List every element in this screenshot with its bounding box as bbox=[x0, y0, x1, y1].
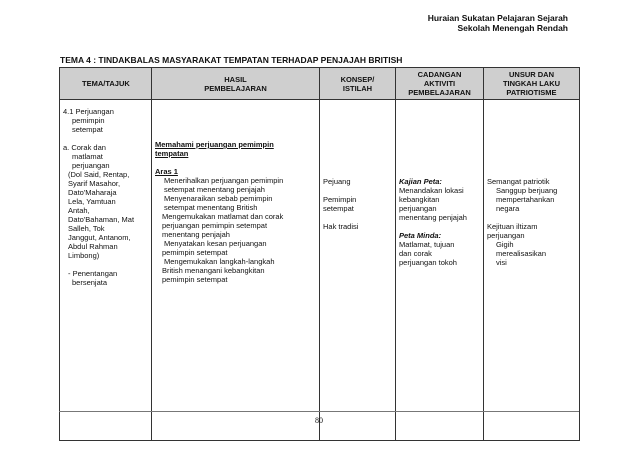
text-line: Menerihalkan perjuangan pemimpin bbox=[164, 176, 284, 185]
text-line: Menandakan lokasi bbox=[399, 186, 464, 195]
concept-term: Pejuang bbox=[323, 177, 351, 186]
text-line: (Dol Said, Rentap, bbox=[68, 170, 130, 179]
header-line: PEMBELAJARAN bbox=[408, 88, 471, 97]
spacer bbox=[323, 213, 392, 222]
cell-unsur-patriotisme bbox=[484, 100, 580, 441]
footer-divider bbox=[59, 411, 579, 412]
activity-title-kajian-peta: Kajian Peta: bbox=[399, 177, 442, 186]
text-line: Limbong) bbox=[68, 251, 100, 260]
header-line: AKTIVITI bbox=[423, 79, 456, 88]
cell-konsep-istilah bbox=[320, 100, 396, 441]
activity-title-peta-minda: Peta Minda: bbox=[399, 231, 442, 240]
text-line: Dato'Maharaja bbox=[68, 188, 117, 197]
running-header bbox=[428, 13, 568, 33]
page-number: 80 bbox=[315, 416, 323, 425]
cell-tema-tajuk bbox=[60, 100, 152, 441]
text-line: mempertahankan bbox=[496, 195, 555, 204]
text-line: Semangat patriotik bbox=[487, 177, 550, 186]
header-konsep-istilah bbox=[320, 68, 396, 100]
text-line: menentang penjajah bbox=[399, 213, 467, 222]
text-line: Lela, Yamtuan bbox=[68, 197, 116, 206]
text-line: - Penentangan bbox=[68, 269, 118, 278]
text-line: perjuangan tokoh bbox=[399, 258, 457, 267]
text-line: pemimpin bbox=[72, 116, 105, 125]
text-line: Gigih bbox=[496, 240, 514, 249]
header-line: TEMA/TAJUK bbox=[82, 79, 130, 88]
header-line: TINGKAH LAKU bbox=[502, 79, 561, 88]
text-line: Sanggup berjuang bbox=[496, 186, 558, 195]
header-line: CADANGAN bbox=[417, 70, 462, 79]
header-line: HASIL bbox=[224, 74, 247, 84]
text-line: perjuangan pemimpin setempat bbox=[162, 221, 268, 230]
header-hasil-pembelajaran bbox=[152, 68, 320, 100]
text-line: Mengemukakan langkah-langkah bbox=[164, 257, 275, 266]
text-line: Syarif Masahor, bbox=[68, 179, 121, 188]
text-line: setempat bbox=[72, 125, 103, 134]
text-line: bersenjata bbox=[72, 278, 108, 287]
text-line: pemimpin setempat bbox=[162, 275, 228, 284]
text-line: dan corak bbox=[399, 249, 432, 258]
spacer bbox=[399, 222, 480, 231]
header-line-2: Sekolah Menengah Rendah bbox=[457, 23, 568, 33]
header-line: UNSUR DAN bbox=[509, 70, 554, 79]
text-line: Matlamat, tujuan bbox=[399, 240, 455, 249]
learning-outcome-heading: Memahami perjuangan pemimpin bbox=[155, 140, 274, 149]
text-line: pemimpin setempat bbox=[162, 248, 228, 257]
header-line: PATRIOTISME bbox=[506, 88, 557, 97]
text-line: Dato'Bahaman, Mat bbox=[68, 215, 135, 224]
table-row bbox=[60, 100, 580, 441]
text-line: a. Corak dan bbox=[63, 143, 106, 152]
concept-term: Hak tradisi bbox=[323, 222, 359, 231]
learning-outcome-heading: tempatan bbox=[155, 149, 189, 158]
text-line: matlamat bbox=[72, 152, 103, 161]
header-line: ISTILAH bbox=[342, 83, 373, 93]
header-tema-tajuk bbox=[60, 68, 152, 100]
text-line: British menangani kebangkitan bbox=[162, 266, 265, 275]
text-line: Salleh, Tok bbox=[68, 224, 105, 233]
syllabus-table bbox=[59, 67, 580, 441]
text-line: negara bbox=[496, 204, 520, 213]
text-line: Antah, bbox=[68, 206, 90, 215]
spacer bbox=[63, 134, 148, 143]
table-header-row bbox=[60, 68, 580, 100]
level-label: Aras 1 bbox=[155, 167, 178, 176]
text-line: perjuangan bbox=[72, 161, 110, 170]
text-line: Kejituan iltizam bbox=[487, 222, 538, 231]
text-line: setempat menentang penjajah bbox=[164, 185, 265, 194]
text-line: perjuangan bbox=[487, 231, 525, 240]
text-line: Janggut, Antanom, bbox=[68, 233, 131, 242]
header-line: KONSEP/ bbox=[340, 74, 375, 84]
theme-title: TEMA 4 : TINDAKBALAS MASYARAKAT TEMPATAN TERHADAP PENJAJAH BRITISH bbox=[60, 55, 403, 65]
spacer bbox=[323, 186, 392, 195]
spacer bbox=[63, 260, 148, 269]
cell-hasil-pembelajaran bbox=[152, 100, 320, 441]
text-line: setempat menentang British bbox=[164, 203, 258, 212]
text-line: 4.1 Perjuangan bbox=[63, 107, 114, 116]
header-unsur-patriotisme bbox=[484, 68, 580, 100]
text-line: Abdul Rahman bbox=[68, 242, 118, 251]
text-line: Menyatakan kesan perjuangan bbox=[164, 239, 267, 248]
spacer bbox=[155, 158, 316, 167]
header-line-1: Huraian Sukatan Pelajaran Sejarah bbox=[427, 13, 568, 23]
text-line: visi bbox=[496, 258, 507, 267]
concept-term: Pemimpin bbox=[323, 195, 357, 204]
text-line: merealisasikan bbox=[496, 249, 547, 258]
spacer bbox=[487, 213, 576, 222]
text-line: Menyenaraikan sebab pemimpin bbox=[164, 194, 273, 203]
text-line: kebangkitan bbox=[399, 195, 440, 204]
header-cadangan-aktiviti bbox=[396, 68, 484, 100]
cell-cadangan-aktiviti bbox=[396, 100, 484, 441]
header-line: PEMBELAJARAN bbox=[204, 83, 267, 93]
concept-term: setempat bbox=[323, 204, 354, 213]
text-line: menentang penjajah bbox=[162, 230, 230, 239]
text-line: Mengemukakan matlamat dan corak bbox=[162, 212, 284, 221]
text-line: perjuangan bbox=[399, 204, 437, 213]
